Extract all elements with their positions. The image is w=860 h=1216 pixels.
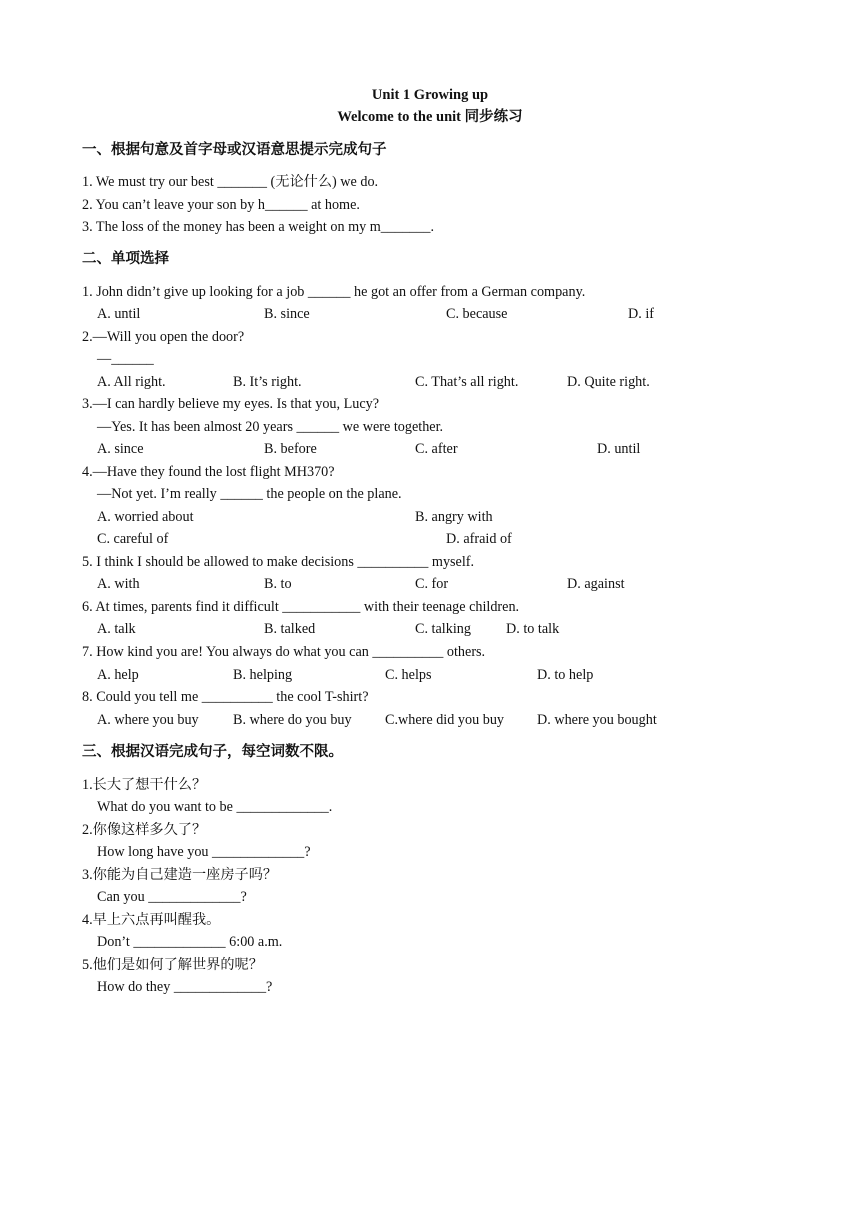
mc-reply: —______ (97, 351, 154, 367)
translation-prompt-2: 2.你像这样多久了？ (82, 822, 207, 838)
mc-option: D. Quite right. (567, 374, 650, 390)
mc-option: B. angry with (415, 509, 493, 525)
fill-in-item-3: 3. The loss of the money has been a weight on my m_______. (82, 219, 435, 235)
mc-reply: —Not yet. I’m really ______ the people on the plane. (97, 486, 402, 502)
mc-option: D. until (597, 441, 641, 457)
mc-option: D. to help (537, 667, 594, 683)
mc-option: A. talk (97, 621, 136, 637)
mc-question-2: 2.—Will you open the door? (82, 329, 245, 345)
mc-option: D. if (628, 306, 655, 322)
fill-in-item-2: 2. You can’t leave your son by h______ at home. (82, 197, 360, 213)
mc-question-7: 7. How kind you are! You always do what you can __________ others. (82, 644, 486, 660)
mc-option: C. talking (415, 621, 471, 637)
mc-option: C. for (415, 576, 449, 592)
mc-question-8: 8. Could you tell me __________ the cool T-shirt? (82, 689, 369, 705)
mc-option: B. It’s right. (233, 374, 302, 390)
mc-option: D. afraid of (446, 531, 512, 547)
translation-prompt-1: 1.长大了想干什么？ (82, 777, 207, 793)
mc-option: B. to (264, 576, 292, 592)
mc-option: A. where you buy (97, 712, 199, 728)
mc-option: D. to talk (506, 621, 560, 637)
translation-prompt-3: 3.你能为自己建造一座房子吗？ (82, 867, 278, 883)
worksheet-title: Unit 1 Growing up (371, 87, 489, 103)
mc-reply: —Yes. It has been almost 20 years ______ we were together. (97, 419, 444, 435)
mc-option: C.where did you buy (385, 712, 505, 728)
section-heading-3: 三、根据汉语完成句子，每空词数不限。 (82, 744, 343, 760)
translation-answer-2: How long have you _____________? (97, 844, 311, 860)
mc-option: A. worried about (97, 509, 194, 525)
section-heading-2: 二、单项选择 (82, 251, 169, 267)
fill-in-item-1: 1. We must try our best _______ (无论什么) we do. (82, 174, 379, 190)
mc-option: A. until (97, 306, 141, 322)
mc-option: B. helping (233, 667, 293, 683)
mc-option: A. All right. (97, 374, 166, 390)
mc-question-3: 3.—I can hardly believe my eyes. Is that you, Lucy? (82, 396, 380, 412)
translation-answer-4: Don’t _____________ 6:00 a.m. (97, 934, 283, 950)
mc-option: A. with (97, 576, 140, 592)
mc-question-6: 6. At times, parents find it difficult ___________ with their teenage children. (82, 599, 520, 615)
mc-option: B. talked (264, 621, 316, 637)
worksheet-subtitle: Welcome to the unit 同步练习 (337, 109, 523, 125)
mc-option: C. careful of (97, 531, 169, 547)
translation-prompt-5: 5.他们是如何了解世界的呢？ (82, 957, 263, 973)
mc-option: C. after (415, 441, 458, 457)
mc-option: C. because (446, 306, 508, 322)
section-heading-1: 一、根据句意及首字母或汉语意思提示完成句子 (82, 142, 387, 158)
mc-option: A. help (97, 667, 139, 683)
translation-answer-3: Can you _____________? (97, 889, 247, 905)
mc-option: B. where do you buy (233, 712, 352, 728)
mc-option: C. That’s all right. (415, 374, 519, 390)
mc-option: D. where you bought (537, 712, 657, 728)
mc-option: C. helps (385, 667, 432, 683)
mc-question-1: 1. John didn’t give up looking for a job ______ he got an offer from a German company. (82, 284, 586, 300)
translation-answer-5: How do they _____________? (97, 979, 273, 995)
mc-option: A. since (97, 441, 144, 457)
mc-option: D. against (567, 576, 625, 592)
mc-question-5: 5. I think I should be allowed to make decisions __________ myself. (82, 554, 475, 570)
mc-question-4: 4.—Have they found the lost flight MH370? (82, 464, 335, 480)
mc-option: B. before (264, 441, 317, 457)
mc-option: B. since (264, 306, 310, 322)
translation-answer-1: What do you want to be _____________. (97, 799, 333, 815)
translation-prompt-4: 4.早上六点再叫醒我。 (82, 912, 221, 928)
